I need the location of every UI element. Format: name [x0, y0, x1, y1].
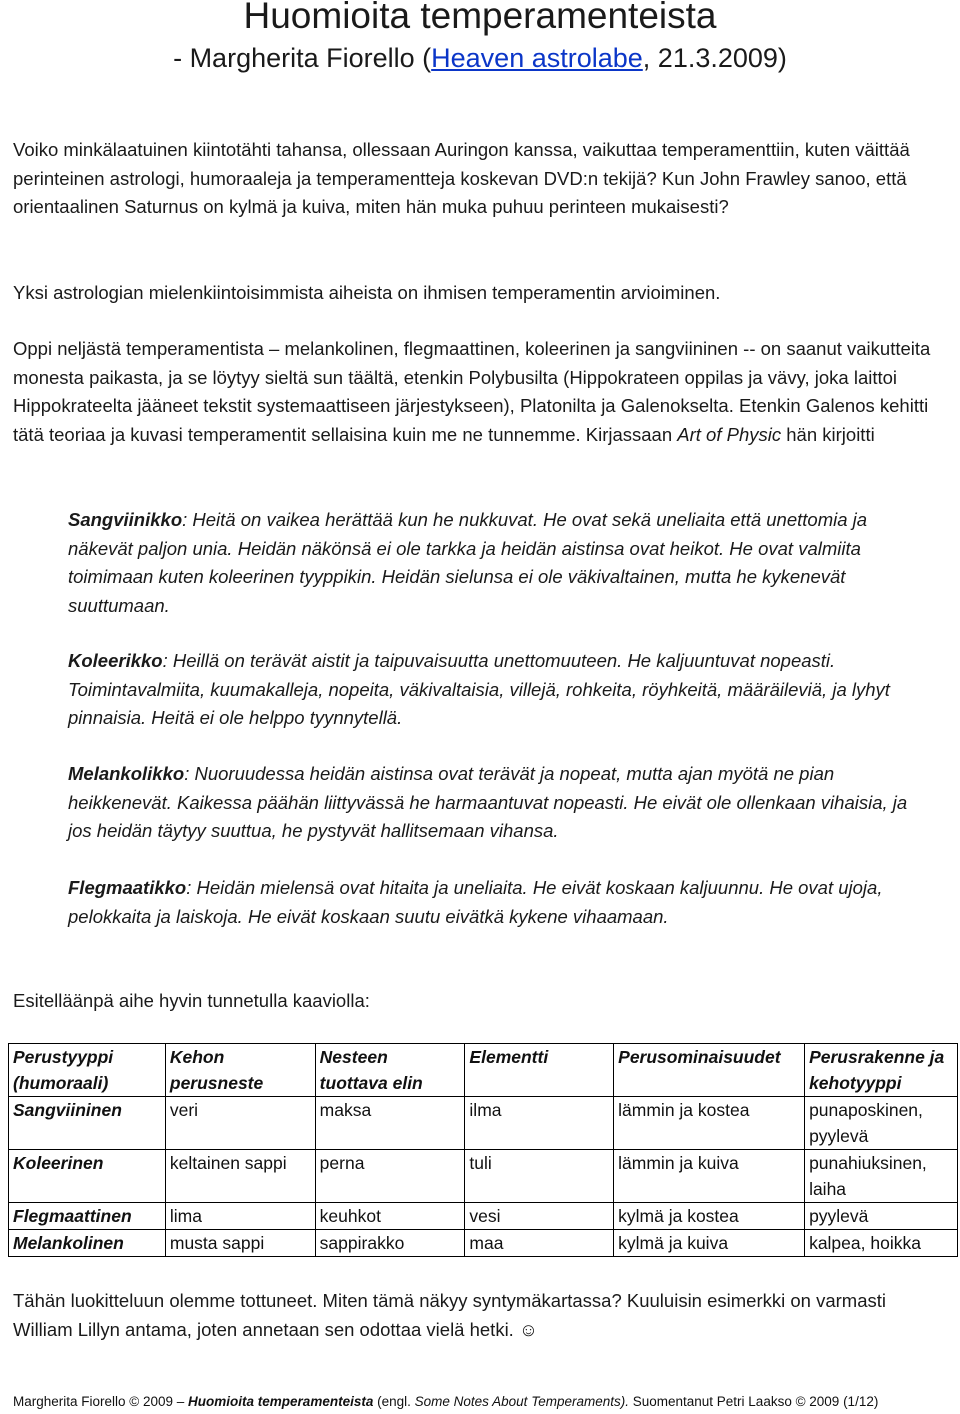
heaven-astrolabe-link[interactable]: Heaven astrolabe [431, 43, 643, 73]
table-cell: Sangviininen [9, 1097, 166, 1150]
table-cell: kylmä ja kostea [614, 1203, 805, 1230]
footer-suffix: Suomentanut Petri Laakso © 2009 (1/12) [628, 1394, 879, 1409]
temperament-table [8, 1043, 958, 1257]
footer-prefix: Margherita Fiorello © 2009 – [13, 1394, 189, 1409]
table-cell: pyylevä [805, 1203, 958, 1230]
table-cell: lämmin ja kostea [614, 1097, 805, 1150]
subtitle-suffix: , 21.3.2009) [642, 43, 787, 73]
paragraph-3-text: Oppi neljästä temperamentista – melankolinen, flegmaattinen, koleerinen ja sangviininen -- on saanut vaikutteita monesta paikasta, ja se löytyy sieltä sun täältä, etenkin Polybusilta (Hippokrateen oppilas ja vävy, joka laittoi Hippokrateelta jääneet tekstit systemaattiseen järjestykseen), Platonilta ja Galenokselta. Etenkin Galenos kehitti tätä teoriaa ja kuvasi temperamentit sellaisina kuin me ne tunnemme. Kirjassaan [13, 338, 931, 445]
column-header: Perustyyppi (humoraali) [9, 1044, 166, 1097]
quote-term: Flegmaatikko [68, 877, 187, 898]
quote-term: Melankolikko [68, 763, 185, 784]
closing-paragraph: Tähän luokitteluun olemme tottuneet. Miten tämä näkyy syntymäkartassa? Kuuluisin esimerkki on varmasti William Lillyn antama, joten annetaan sen odottaa vielä hetki. ☺ [13, 1290, 886, 1340]
table-cell: lima [165, 1203, 315, 1230]
table-cell: tuli [465, 1150, 614, 1203]
table-cell: maksa [315, 1097, 465, 1150]
table-row [9, 1203, 958, 1230]
table-cell: kylmä ja kuiva [614, 1230, 805, 1257]
intro-paragraph-2: Yksi astrologian mielenkiintoisimmista aiheista on ihmisen temperamentin arvioiminen. [13, 282, 721, 303]
table-cell: Flegmaattinen [9, 1203, 166, 1230]
paragraph-3-end: hän kirjoitti [781, 423, 875, 445]
quote-term: Sangviinikko [68, 509, 183, 530]
table-cell: veri [165, 1097, 315, 1150]
footer-title: Huomioita temperamenteista [188, 1394, 374, 1409]
table-cell: lämmin ja kuiva [614, 1150, 805, 1203]
quote-phlegmatic [68, 874, 918, 931]
column-header: Nesteen tuottava elin [315, 1044, 465, 1097]
table-cell: ilma [465, 1097, 614, 1150]
table-cell: perna [315, 1150, 465, 1203]
intro-paragraph-1: Voiko minkälaatuinen kiintotähti tahansa, ollessaan Auringon kanssa, vaikuttaa temperamenttiin, kuten väittää perinteinen astrologi, humoraaleja ja temperamentteja koskevan DVD:n tekijä? Kun John Frawley sanoo, että orientaalinen Saturnus on kylmä ja kuiva, miten hän muka puhuu perinteen mukaisesti? [13, 139, 910, 218]
table-cell: musta sappi [165, 1230, 315, 1257]
column-header: Kehon perusneste [165, 1044, 315, 1097]
footer-engl-open: (engl. [373, 1394, 415, 1409]
table-header-row [9, 1044, 958, 1097]
table-row [9, 1230, 958, 1257]
table-cell: maa [465, 1230, 614, 1257]
table-row [9, 1097, 958, 1150]
quote-text: : Heillä on terävät aistit ja taipuvaisuutta unettomuuteen. He kaljuuntuvat nopeasti. Toimintavalmiita, kuumakalleja, nopeita, väkivaltaisia, villejä, rohkeita, röyhkeitä, määräileviä, ja lyhyt pinnaisia. Heitä ei ole helppo tyynnytellä. [68, 650, 890, 728]
footer-english-title: Some Notes About Temperaments). [414, 1394, 629, 1409]
table-cell: punahiuksinen, laiha [805, 1150, 958, 1203]
table-cell: Melankolinen [9, 1230, 166, 1257]
book-title: Art of Physic [677, 423, 782, 445]
subtitle-prefix: - Margherita Fiorello ( [173, 43, 432, 73]
table-cell: vesi [465, 1203, 614, 1230]
column-header: Perusominaisuudet [614, 1044, 805, 1097]
quote-melancholic [68, 760, 918, 846]
table-row [9, 1150, 958, 1203]
table-cell: keltainen sappi [165, 1150, 315, 1203]
table-cell: punaposkinen, pyylevä [805, 1097, 958, 1150]
page-title: Huomioita temperamenteista [243, 0, 717, 36]
quote-sanguine [68, 506, 918, 620]
table-cell: keuhkot [315, 1203, 465, 1230]
quote-text: : Heitä on vaikea herättää kun he nukkuvat. He ovat sekä uneliaita että unettomia ja näkevät paljon unia. Heidän näkönsä ei ole tarkka ja heidän aistinsa ovat heikot. He ovat valmiita toimimaan kuten koleerinen tyyppikin. Heidän sielunsa ei ole väkivaltainen, mutta he kykenevät suuttumaan. [68, 509, 868, 616]
table-cell: Koleerinen [9, 1150, 166, 1203]
page-subtitle [0, 40, 960, 76]
table-cell: sappirakko [315, 1230, 465, 1257]
intro-paragraph-3 [13, 335, 948, 449]
quote-choleric [68, 647, 918, 733]
quote-text: : Heidän mielensä ovat hitaita ja uneliaita. He eivät koskaan kaljuunnu. He ovat ujoja, pelokkaita ja laiskoja. He eivät koskaan suutu eivätkä kykene vihaamaan. [68, 877, 883, 927]
quote-term: Koleerikko [68, 650, 163, 671]
page-footer [13, 1393, 953, 1411]
table-intro: Esitelläänpä aihe hyvin tunnetulla kaaviolla: [13, 990, 370, 1011]
quote-text: : Nuoruudessa heidän aistinsa ovat terävät ja nopeat, mutta ajan myötä ne pian heikkenevät. Kaikessa päähän liittyvässä he harmaantuvat nopeasti. He eivät ole ollenkaan vihaisia, ja jos heidän täytyy suuttua, he pystyvät hallitsemaan vihansa. [68, 763, 908, 841]
table-cell: kalpea, hoikka [805, 1230, 958, 1257]
column-header: Elementti [465, 1044, 614, 1097]
column-header: Perusrakenne ja kehotyyppi [805, 1044, 958, 1097]
